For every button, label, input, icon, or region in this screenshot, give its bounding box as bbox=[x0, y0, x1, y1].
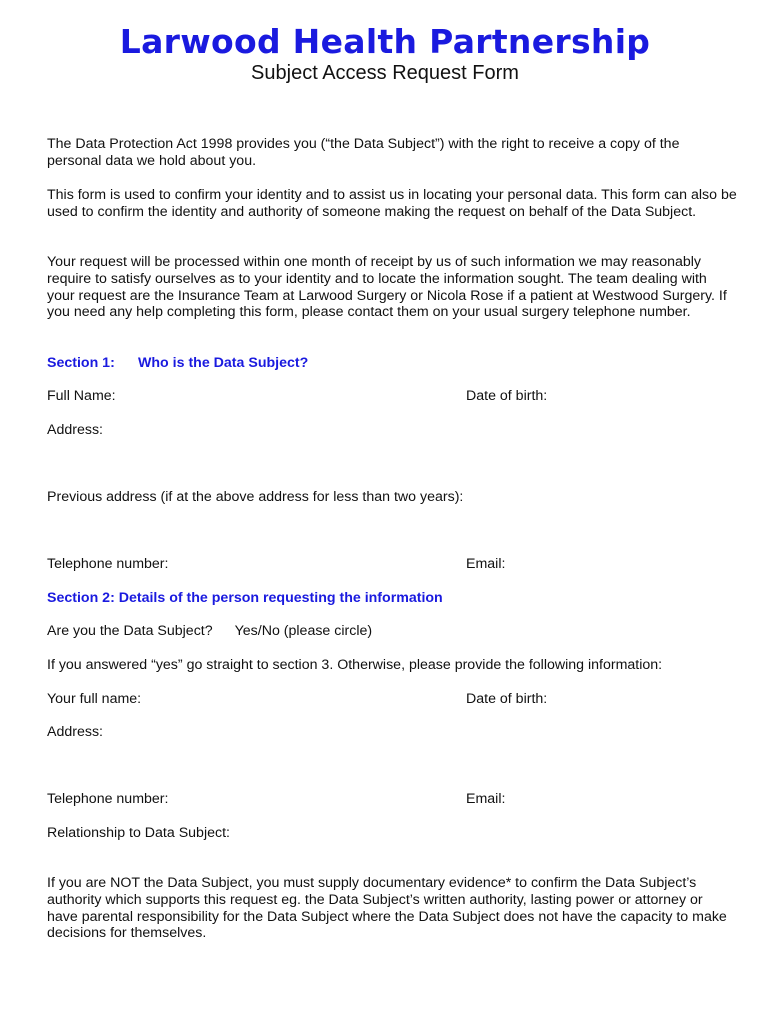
requester-address-label: Address: bbox=[47, 724, 103, 740]
intro-paragraph-2: This form is used to confirm your identity and to assist us in locating your personal data. This form can also be used to confirm the identity and authority of someone making the request on behalf of the Data Subject. bbox=[47, 187, 737, 220]
evidence-note-paragraph: If you are NOT the Data Subject, you must supply documentary evidence* to confirm the Data Subject’s authority which supports this request eg. the Data Subject’s written authority, lasting power or attorney or have parental responsibility for the Data Subject where the Data Subject does not have the capacity to make decisions for themselves. bbox=[47, 875, 727, 942]
is-data-subject-question bbox=[47, 623, 372, 640]
section-2-instruction: If you answered “yes” go straight to section 3. Otherwise, please provide the following information: bbox=[47, 657, 663, 673]
section-1-heading bbox=[47, 355, 308, 372]
form-subtitle: Subject Access Request Form bbox=[251, 62, 519, 84]
intro-paragraph-3: Your request will be processed within one month of receipt by us of such information we may reasonably require to satisfy ourselves as to your identity and to locate the information sought. The team dealing with your request are the Insurance Team at Larwood Surgery or Nicola Rose if a patient at Westwood Surgery. If you need any help completing this form, please contact them on your usual surgery telephone number. bbox=[47, 254, 727, 321]
requester-email-label: Email: bbox=[466, 791, 506, 807]
relationship-label: Relationship to Data Subject: bbox=[47, 825, 230, 841]
subject-address-label: Address: bbox=[47, 422, 103, 438]
requester-dob-label: Date of birth: bbox=[466, 691, 548, 707]
subject-previous-address-label: Previous address (if at the above address for less than two years): bbox=[47, 489, 464, 505]
is-data-subject-label: Are you the Data Subject? bbox=[47, 623, 213, 639]
section-2-heading: Section 2: Details of the person requesting the information bbox=[47, 590, 443, 606]
section-1-title: Who is the Data Subject? bbox=[138, 355, 309, 371]
page-title: Larwood Health Partnership bbox=[119, 22, 651, 61]
requester-full-name-label: Your full name: bbox=[47, 691, 142, 707]
subject-full-name-label: Full Name: bbox=[47, 388, 116, 404]
subject-dob-label: Date of birth: bbox=[466, 388, 548, 404]
subject-email-label: Email: bbox=[466, 556, 506, 572]
intro-paragraph-1: The Data Protection Act 1998 provides you (“the Data Subject”) with the right to receive a copy of the personal data we hold about you. bbox=[47, 136, 680, 169]
yes-no-options: Yes/No (please circle) bbox=[234, 623, 373, 639]
subject-telephone-label: Telephone number: bbox=[47, 556, 169, 572]
section-1-number: Section 1: bbox=[47, 355, 115, 371]
requester-telephone-label: Telephone number: bbox=[47, 791, 169, 807]
